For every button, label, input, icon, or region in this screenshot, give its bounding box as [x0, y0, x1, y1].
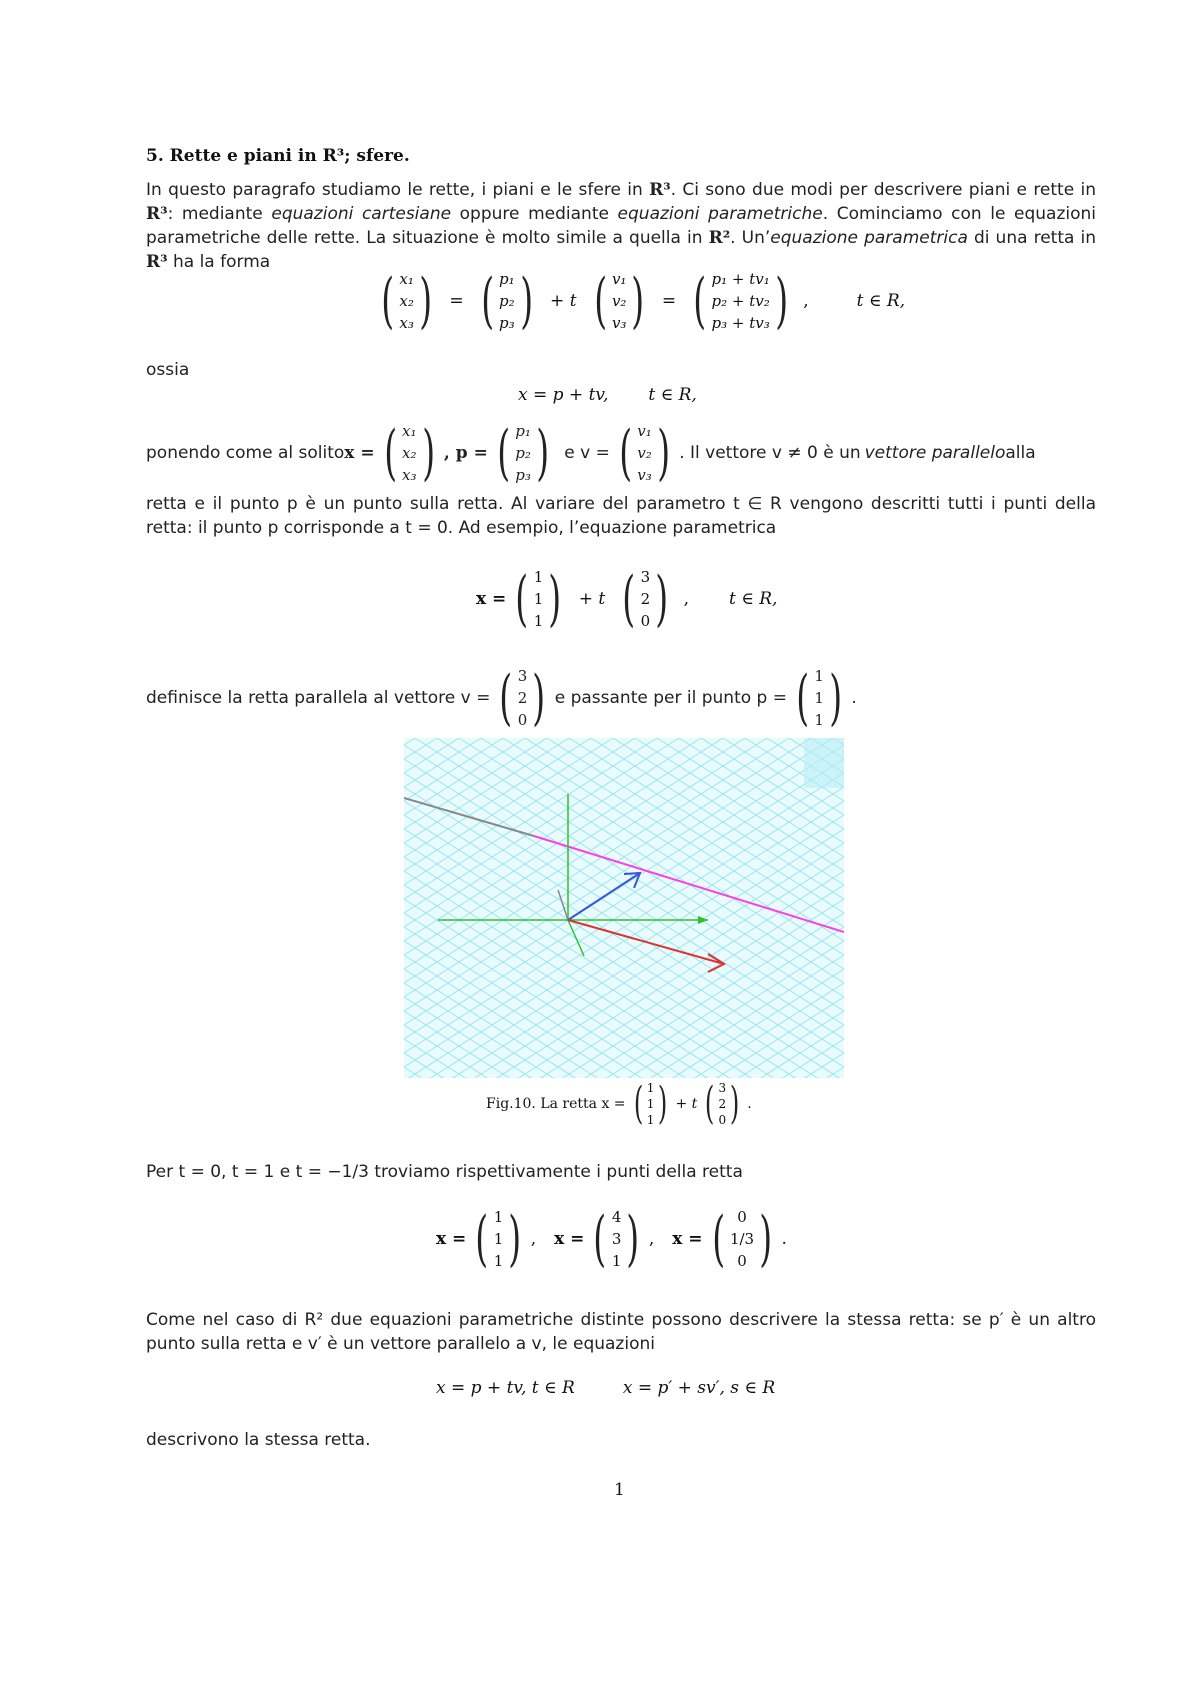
math: x = — [344, 443, 375, 463]
equation-lhs: x = — [476, 589, 507, 609]
punctuation: , — [648, 1229, 655, 1249]
equation-a: x = p + tv, t ∈ R — [436, 1378, 575, 1398]
punctuation: , — [803, 291, 809, 311]
vector-p: ( 1 1 1 ) — [633, 1078, 668, 1129]
text-run: . Cominciamo con le equazioni parametriche delle rette. La situazione è molto simile a quella in — [146, 204, 1096, 248]
text-run: definisce la retta parallela al vettore v = — [146, 688, 491, 708]
math-R2: R² — [708, 228, 731, 248]
vector-x: ( x₁ x₂ x₃ ) — [381, 266, 433, 336]
vector-sum: ( p₁ + tv₁ p₂ + tv₂ p₃ + tv₃ ) — [693, 266, 788, 336]
vector-x: ( x₁ x₂ x₃ ) — [383, 418, 435, 488]
vector-v: ( 3 2 0 ) — [622, 564, 669, 634]
paragraph-5: Per t = 0, t = 1 e t = −1/3 troviamo rispettivamente i punti della retta — [146, 1162, 743, 1182]
plane-corner — [804, 738, 844, 788]
vector-point-2: ( 4 3 1 ) — [593, 1204, 640, 1274]
text-run: ponendo come al solito — [146, 443, 345, 463]
grid-plane — [404, 738, 844, 1078]
operator: = — [661, 291, 677, 311]
emphasis: equazione parametrica — [770, 228, 968, 248]
intro-paragraph — [146, 178, 1096, 274]
text-run: di una retta in — [967, 228, 1097, 248]
math-R3: R³ — [146, 252, 168, 272]
ponendo-line — [146, 420, 1036, 486]
equation-b: x = p′ + sv′, s ∈ R — [622, 1378, 776, 1398]
text-run: ha la forma — [167, 252, 271, 272]
punctuation: . — [747, 1096, 752, 1112]
text-run: alla — [1005, 443, 1036, 463]
punctuation: . — [781, 1229, 787, 1249]
paragraph-3: retta e il punto p è un punto sulla retta. Al variare del parametro t ∈ R vengono descritti tutti i punti della retta: il punto p corrisponde a t = 0. Ad esempio, l’equazione parametrica — [146, 494, 1096, 538]
vector-v: ( v₁ v₂ v₃ ) — [619, 418, 670, 488]
equation-5 — [436, 1378, 775, 1398]
math-R3: R³ — [146, 204, 168, 224]
caption-label: Fig.10. La retta x = — [486, 1096, 626, 1112]
punctuation: , — [530, 1229, 537, 1249]
equation-4 — [436, 1206, 787, 1272]
operator: + t — [578, 589, 606, 609]
text-run: : mediante — [167, 204, 272, 224]
text-run: In questo paragrafo studiamo le rette, i piani e le sfere in — [146, 180, 650, 200]
vector-p: ( p₁ p₂ p₃ ) — [480, 266, 533, 336]
page-number: 1 — [614, 1480, 625, 1500]
emphasis: vettore parallelo — [864, 443, 1006, 463]
math: , p = — [443, 443, 488, 463]
operator: = — [449, 291, 464, 311]
vector-p: ( 1 1 1 ) — [796, 663, 843, 733]
punctuation: , — [683, 589, 689, 609]
equation-2 — [518, 385, 697, 405]
punctuation: . — [851, 688, 857, 708]
vector-point-1: ( 1 1 1 ) — [475, 1204, 522, 1274]
vector-point-3: ( 0 1/3 0 ) — [711, 1204, 773, 1274]
figure-3d-line — [404, 738, 844, 1078]
equation-1 — [372, 268, 905, 334]
emphasis: equazioni parametriche — [617, 204, 823, 224]
equation-3 — [476, 566, 777, 632]
vector-p: ( p₁ p₂ p₃ ) — [497, 418, 550, 488]
text-run: . Il vettore v ≠ 0 è un — [679, 443, 861, 463]
vector-v: ( 3 2 0 ) — [705, 1078, 740, 1129]
text-run: . Un’ — [730, 228, 771, 248]
equation-lhs: x = p + tv, — [518, 385, 609, 405]
equation-lhs: x = — [672, 1229, 703, 1249]
section-title: 5. Rette e piani in R³; sfere. — [146, 146, 410, 166]
figure-caption — [486, 1080, 752, 1128]
text-run: . Ci sono due modi per descrivere piani e rette in — [670, 180, 1096, 200]
definisce-line — [146, 665, 857, 731]
math: e v = — [564, 443, 610, 463]
vector-p: ( 1 1 1 ) — [515, 564, 562, 634]
emphasis: equazioni cartesiane — [271, 204, 452, 224]
text-run: e passante per il punto p = — [554, 688, 787, 708]
paragraph-6: Come nel caso di R² due equazioni parametriche distinte possono descrivere la stessa retta: se p′ è un altro punto sulla retta e v′ è un vettore parallelo a v, le equazioni — [146, 1310, 1096, 1354]
operator: + t — [675, 1096, 698, 1112]
operator: + t — [550, 291, 577, 311]
math-R3: R³ — [649, 180, 671, 200]
domain: t ∈ R, — [648, 385, 697, 405]
domain: t ∈ R, — [728, 589, 778, 609]
paragraph-7: descrivono la stessa retta. — [146, 1430, 371, 1450]
equation-lhs: x = — [436, 1229, 467, 1249]
domain: t ∈ R, — [856, 291, 906, 311]
text-run: oppure mediante — [451, 204, 618, 224]
equation-lhs: x = — [554, 1229, 585, 1249]
ossia-text: ossia — [146, 360, 190, 380]
vector-v: ( 3 2 0 ) — [499, 663, 546, 733]
vector-v: ( v₁ v₂ v₃ ) — [593, 266, 645, 336]
